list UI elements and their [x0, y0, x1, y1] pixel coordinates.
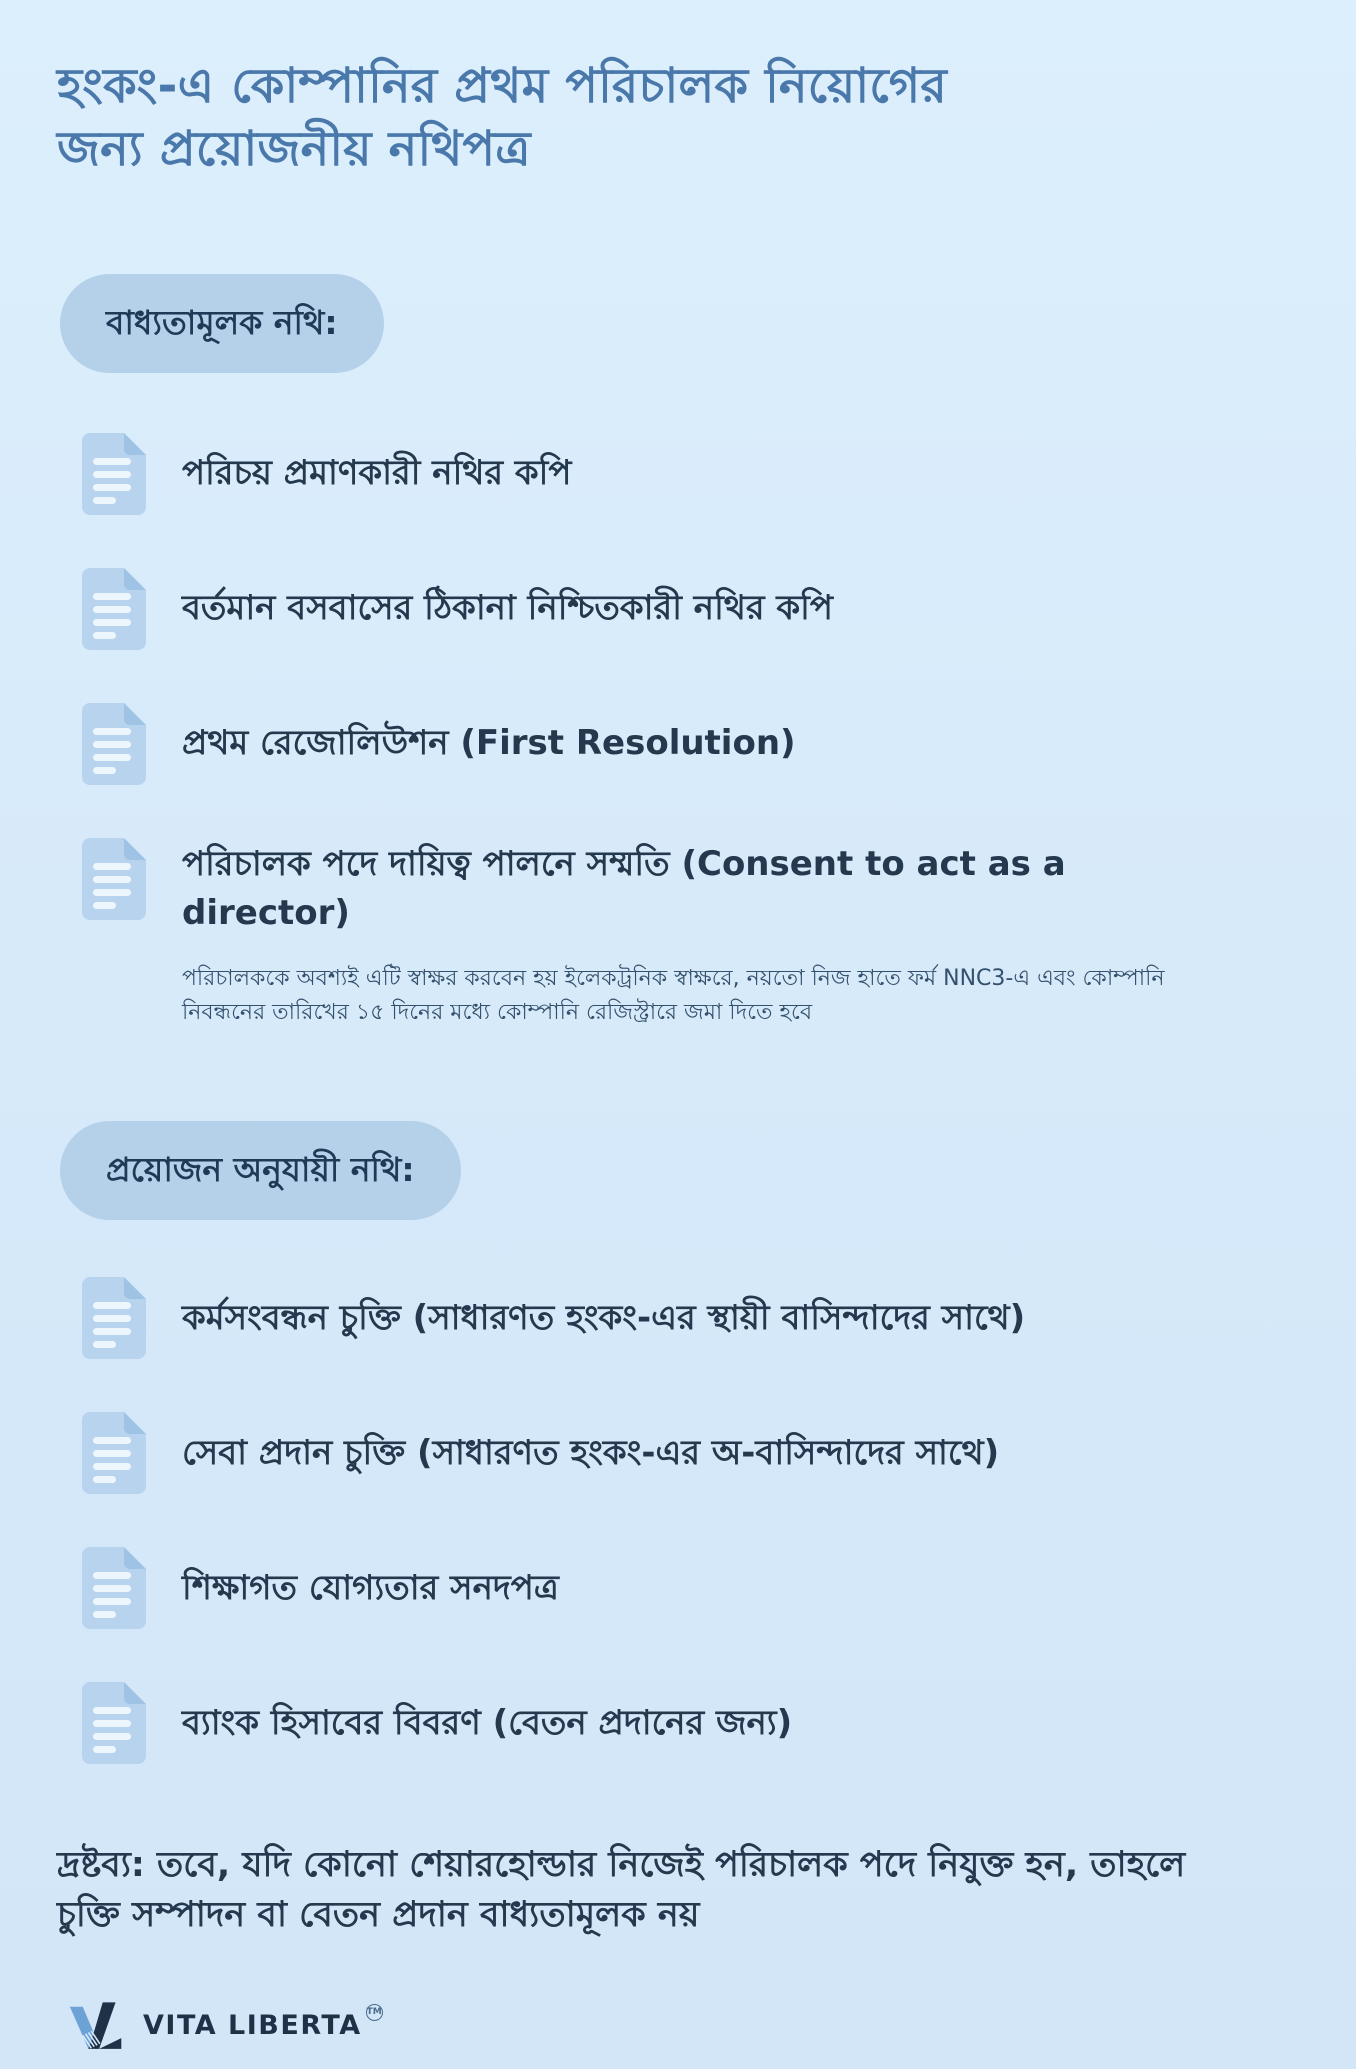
section-badge-as-needed: প্রয়োজন অনুযায়ী নথি: [60, 1121, 461, 1220]
document-icon [80, 701, 150, 787]
footer-note: দ্রষ্টব্য: তবে, যদি কোনো শেয়ারহোল্ডার নিজেই পরিচালক পদে নিযুক্ত হন, তাহলে চুক্তি সম্পাদন বা বেতন প্রদান বাধ্যতামূলক নয় [57, 1845, 1186, 1935]
section-badge-mandatory: বাধ্যতামূলক নথি: [60, 274, 384, 373]
list-item-label: সেবা প্রদান চুক্তি (সাধারণত হংকং-এর অ-বাসিন্দাদের সাথে) [182, 1432, 1000, 1473]
brand-logo [65, 2001, 1296, 2051]
list-item-label: বর্তমান বসবাসের ঠিকানা নিশ্চিতকারী নথির কপি [182, 587, 833, 628]
list-item-label: ব্যাংক হিসাবের বিবরণ (বেতন প্রদানের জন্য) [182, 1702, 793, 1743]
vita-liberta-logo-icon [65, 2001, 129, 2051]
document-icon [80, 566, 150, 652]
brand-name: VITA LIBERTA TM [143, 2010, 383, 2041]
list-item-label: পরিচালক পদে দায়িত্ব পালনে সম্মতি (Consent to act as a director) [182, 843, 1066, 933]
list-item-label: প্রথম রেজোলিউশন (First Resolution) [182, 722, 796, 763]
list-item [57, 566, 1296, 652]
document-icon [80, 1275, 150, 1361]
list-item [57, 431, 1296, 517]
document-icon [80, 1680, 150, 1766]
document-icon [80, 1410, 150, 1496]
page-title: হংকং-এ কোম্পানির প্রথম পরিচালক নিয়োগের জন্য প্রয়োজনীয় নথিপত্র [57, 58, 947, 178]
list-item-note: পরিচালককে অবশ্যই এটি স্বাক্ষর করবেন হয় ইলেকট্রনিক স্বাক্ষরে, নয়তো নিজ হাতে ফর্ম NNC3-এ এবং কোম্পানি নিবন্ধনের তারিখের ১৫ দিনের মধ্যে কোম্পানি রেজিস্ট্রারে জমা দিতে হবে [182, 966, 1165, 1026]
list-item-label: পরিচয় প্রমাণকারী নথির কপি [182, 452, 572, 493]
list-item [57, 1410, 1296, 1496]
list-item [57, 1275, 1296, 1361]
document-icon [80, 836, 150, 922]
trademark-icon: TM [366, 2004, 383, 2021]
list-item [57, 1545, 1296, 1631]
list-item [57, 836, 1296, 1031]
list-item [57, 1680, 1296, 1766]
document-icon [80, 431, 150, 517]
list-item [57, 701, 1296, 787]
as-needed-documents-list [57, 1275, 1296, 1766]
mandatory-documents-list [57, 431, 1296, 1031]
list-item-label: শিক্ষাগত যোগ্যতার সনদপত্র [182, 1567, 559, 1608]
list-item-label: কর্মসংবন্ধন চুক্তি (সাধারণত হংকং-এর স্থায়ী বাসিন্দাদের সাথে) [182, 1297, 1026, 1338]
document-icon [80, 1545, 150, 1631]
